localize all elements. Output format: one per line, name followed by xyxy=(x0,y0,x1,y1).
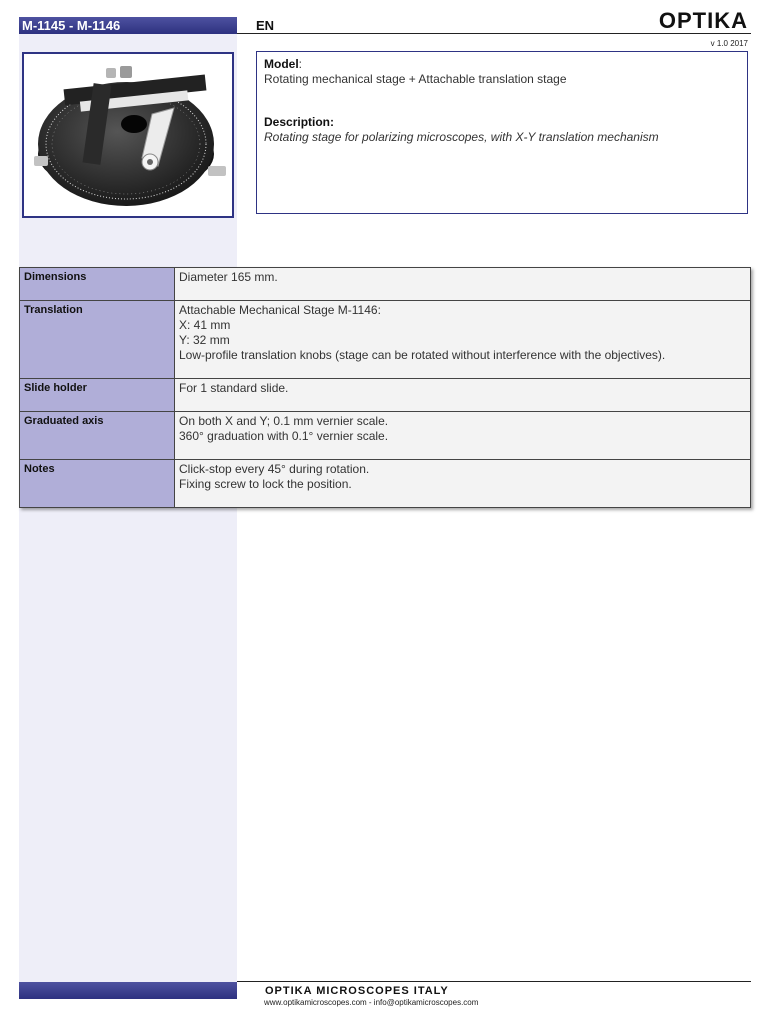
spec-label: Dimensions xyxy=(20,268,175,301)
spec-label: Slide holder xyxy=(20,379,175,412)
spec-label: Translation xyxy=(20,301,175,379)
table-row xyxy=(20,301,751,379)
spec-line: Low-profile translation knobs (stage can be rotated without interference with the objectives). xyxy=(179,348,666,362)
description-value: Rotating stage for polarizing microscopes, with X-Y translation mechanism xyxy=(264,130,659,144)
spec-value xyxy=(175,268,751,301)
footer-divider xyxy=(237,981,751,982)
spec-line: Click-stop every 45° during rotation. xyxy=(179,462,370,476)
language-label: EN xyxy=(256,18,275,33)
description-label: Description: xyxy=(264,115,335,129)
table-row xyxy=(20,268,751,301)
spec-line: Y: 32 mm xyxy=(179,333,230,347)
rotating-stage-photo-icon xyxy=(24,54,232,216)
spec-line: X: 41 mm xyxy=(179,318,231,332)
version-label: v 1.0 2017 xyxy=(710,39,748,48)
spec-value xyxy=(175,412,751,460)
spec-table xyxy=(19,267,751,508)
footer-contact: www.optikamicroscopes.com - info@optikamicroscopes.com xyxy=(264,998,479,1007)
table-row xyxy=(20,412,751,460)
spec-line: 360° graduation with 0.1° vernier scale. xyxy=(179,429,389,443)
spec-line: Attachable Mechanical Stage M-1146: xyxy=(179,303,381,317)
spec-line: Fixing screw to lock the position. xyxy=(179,477,352,491)
spec-value xyxy=(175,301,751,379)
table-row xyxy=(20,379,751,412)
description-box: Model: Rotating mechanical stage + Attachable translation stage Description: Rotating stage for polarizing microscopes, with X-Y translation mechanism xyxy=(256,51,748,214)
product-photo xyxy=(22,52,234,218)
spec-label: Graduated axis xyxy=(20,412,175,460)
model-label: Model xyxy=(264,57,299,71)
header-divider xyxy=(237,33,751,34)
spec-line: For 1 standard slide. xyxy=(179,381,289,395)
footer-bar xyxy=(19,982,237,999)
spec-value xyxy=(175,379,751,412)
table-row xyxy=(20,460,751,508)
spec-label: Notes xyxy=(20,460,175,508)
spec-line: Diameter 165 mm. xyxy=(179,270,278,284)
spec-value xyxy=(175,460,751,508)
product-code-bar: M-1145 - M-1146 xyxy=(19,17,237,34)
spec-line: On both X and Y; 0.1 mm vernier scale. xyxy=(179,414,389,428)
model-value: Rotating mechanical stage + Attachable translation stage xyxy=(264,72,567,86)
brand-logo: OPTIKA xyxy=(658,8,748,33)
footer-company: OPTIKA MICROSCOPES ITALY xyxy=(265,985,449,997)
